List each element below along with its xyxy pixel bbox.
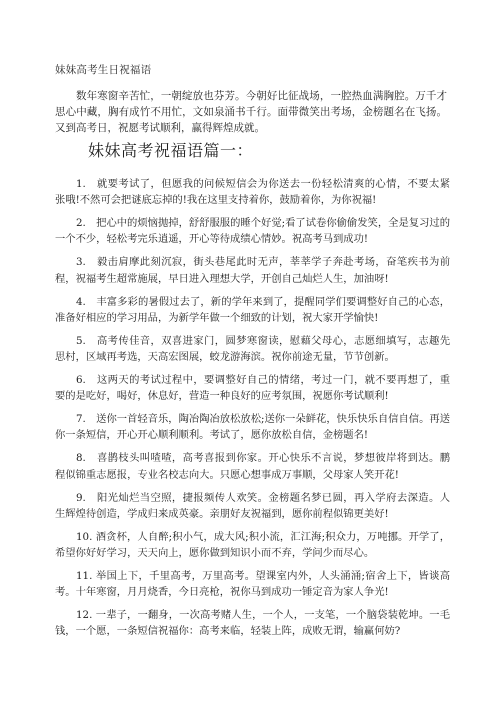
document-title: 妹妹高考生日祝福语	[55, 64, 152, 76]
list-item: 9. 阳光灿烂当空照，捷报频传人欢笑。金榜题名梦已圆，再入学府去深造。人 生辉煌待创造，学成归来成英豪。亲朋好友祝福到，愿你前程似锦更美好!	[55, 491, 461, 520]
list-item: 6. 这两天的考试过程中，要调整好自己的情绪，考过一门，就不要再想了，重 要的是吃好，喝好，休息好，营造一种良好的应考氛围，祝愿你考试顺利!	[55, 374, 461, 403]
list-item: 2. 把心中的烦恼抛掉，舒舒服服的睡个好觉;看了试卷你偷偷发笑，全是复习过的一个不少，轻松考完乐逍遥，开心等待成绩心情妙。祝高考马到成功!	[55, 217, 450, 246]
list-item: 3. 毅击肩摩此刻沉寂，街头巷尾此时无声，莘莘学子奔赴考场，奋笔疾书为前 程，祝福考生超常施展，早日进入理想大学，开创自己灿烂人生，加油呀!	[55, 256, 461, 285]
list-item: 4. 丰富多彩的暑假过去了，新的学年来到了，提醒同学们要调整好自己的心态，准备好相应的学习用品，为新学年做一个细致的计划，祝大家开学愉快!	[55, 295, 450, 324]
list-item: 10. 酒贪杯，人自醉;积小气，成大风;积小流，汇江海;积众力，万吨挪。开学了，希望你好好学习，天天向上，愿你做到知识小而不弃，学问少而尽心。	[55, 530, 450, 560]
blessing-list	[55, 176, 461, 646]
list-item: 5. 高考传佳音，双喜进家门，圆梦寒窗读，慰藉父母心，志愿细填写，志趣先 思村，区域再考选，天高宏图展，蛟龙游海滨。祝你前途无量，节节创新。	[55, 334, 461, 364]
list-item: 1. 就要考试了，但愿我的问候短信会为你送去一份轻松清爽的心情，不要太紧 张哦!不然可会把谜底忘掉的!我在这里支持着你，鼓励着你，为你祝福!	[55, 178, 461, 207]
section-heading: 妹妹高考祝福语篇一：	[88, 141, 254, 160]
list-item: 8. 喜鹊枝头叫喳喳，高考喜报到你家。开心快乐不言说，梦想彼岸将到达。鹏 程似锦重志愿报，专业名校志向大。只愿心想事成万事顺，父母家人笑开花!	[55, 452, 461, 481]
list-item: 12. 一辈子，一翻身，一次高考赌人生，一个人，一支笔，一个脑袋装乾坤。一毛钱，一个愿，一条短信祝福你：高考来临，轻装上阵，成败无谓，输赢何妨?	[55, 609, 450, 638]
list-item: 11. 举国上下，千里高考，万里高考。望课室内外，人头涌涌;宿舍上下，皆谈高考。十年寒窗，月月烧香，今日亮枪，祝你马到成功一锤定音为家人争光!	[55, 570, 450, 599]
list-item: 7. 送你一首轻音乐，陶冶陶冶放松放松;送你一朵鲜花，快乐快乐自信自信。再送你一条短信，开心开心顺利顺利。考试了，愿你放松自信，金榜题名!	[55, 413, 450, 442]
intro-paragraph: 数年寒窗辛苦忙，一朝绽放也芬芳。今朝好比征战场，一腔热血满胸腔。万千才思心中藏，胸有成竹不用忙，文如泉涌书千行。面带微笑出考场，金榜题名在飞扬。又到高考日，祝愿考试顺利，赢得辉煌成就。	[55, 90, 447, 134]
